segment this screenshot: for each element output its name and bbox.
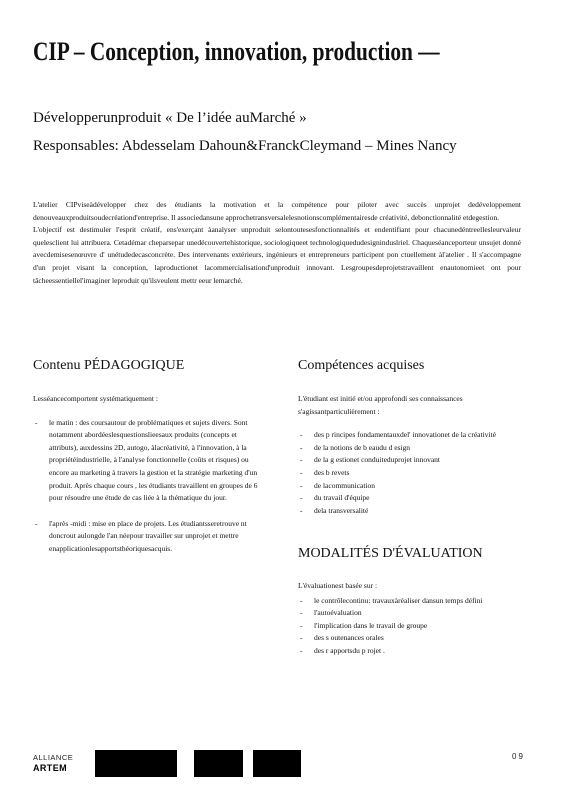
list-item: - le matin : des coursautour de problématiques et sujets divers. Sont notamment abordéeslesquestionslieesaux produits (concepts et attributs), auxdessins 2D, autogo, àlacréativité, à l'innovation, à la propriétéindustrielle, à l'analyse fonctionnelle (coûts et risques) ou encore au marketing à travers la gestion et la stratégie marketing d'un produit. Après chaque cours , les étudiants travaillent en groupes de 6 pour résoudre une étude de cas liée à la thématique du jour.: [33, 417, 259, 505]
evaluation-list: [298, 595, 508, 658]
competences-list: [298, 429, 508, 517]
evaluation-heading: MODALITÉS D'ÉVALUATION: [298, 546, 483, 561]
competences-lead: L'étudiant est initié et/ou approfondi ses connaissances s'agissantparticulièrement :: [298, 394, 463, 416]
contenu-list: [33, 417, 259, 556]
list-item: - de la g estionet conduiteduprojet innovant: [298, 454, 508, 467]
list-item: - du travail d'équipe: [298, 492, 508, 505]
list-item: - le contrôlecontinu: travauxàréaliser dansun temps défini: [298, 595, 508, 608]
contenu-lead: Lesséancecomportent systématiquement :: [33, 394, 158, 403]
subtitle: Développerunproduit « De l’idée auMarché »: [33, 110, 307, 126]
contenu-section: [33, 393, 259, 569]
evaluation-lead: L'évaluationest basée sur :: [298, 581, 378, 590]
footer-block: [194, 750, 243, 777]
logo-top-text: ALLIANCE: [33, 753, 74, 762]
page-number: 09: [512, 752, 525, 761]
list-item: - dela transversalité: [298, 505, 508, 518]
intro-paragraph: L'atelier CIPviseàdévelopper chez des étudiants la motivation et la compétence pour piloter avec succès unprojet dedéveloppement denouveauxproduitsoudecréationd'entreprise. Il associedansune approchetransversalelesnotionscomplémentairesde créativité, debonctionnalité etdegestion.: [33, 200, 521, 222]
competences-heading: Compétences acquises: [298, 358, 425, 373]
list-item: - des b revets: [298, 467, 508, 480]
evaluation-section: [298, 580, 508, 658]
page-title: CIP – Conception, innovation, production —: [33, 37, 440, 66]
logo-bottom-text: ARTEM: [33, 763, 67, 773]
intro-section: [33, 199, 521, 287]
list-item: - de lacommunication: [298, 480, 508, 493]
list-item: - l'après -midi : mise en place de projets. Les étudiantsseretrouve nt doncrout aulongde l'an néepour travailler sur unprojet et mettre enapplicationlesapportsthéoriquesacquis.: [33, 518, 259, 556]
list-item: - l'autoévaluation: [298, 607, 508, 620]
alliance-artem-logo: [33, 752, 93, 774]
responsables: Responsables: Abdesselam Dahoun&FranckCleymand – Mines Nancy: [33, 138, 457, 154]
footer-block: [253, 750, 301, 777]
footer-block: [95, 750, 177, 777]
list-item: - des p rincipes fondamentauxdel' innovationet de la créativité: [298, 429, 508, 442]
list-item: - de la notions de b eaudu d esign: [298, 442, 508, 455]
competences-section: [298, 393, 508, 517]
list-item: - des r apportsdu p rojet .: [298, 645, 508, 658]
intro-paragraph: L'objectif est destimuler l'esprit créatif, ens'exerçant àanalyser unproduit selontoutesesfonctionnalités et endentifiant pour chacunedéntreellesleurvaleur quelesclient lui attribuera. Cetadémar cheparsepar unedécouvertehistorique, sociologiqueet technologiquedudesigninduslriel. Chaqueséanceporteur unsujet donné avecdemisesenœuvre d' unétudedecasconcrète. Des intervenants extérieurs, ingénieurs et entrepreneurs participent pon ctuellement àl'atelier . Il s'accompagne d'un projet visant la conception, laproductionet lacommercialisationd'unproduit innovant. Lesgroupesdeprojetstravaillent enautonomieet ont pour tâcheessentiellel'imaginer leproduit qu'ilsveulent mettr eeur lemarché.: [33, 225, 521, 285]
contenu-heading: Contenu PÉDAGOGIQUE: [33, 358, 185, 373]
list-item: - des s outenances orales: [298, 632, 508, 645]
list-item: - l'implication dans le travail de groupe: [298, 620, 508, 633]
